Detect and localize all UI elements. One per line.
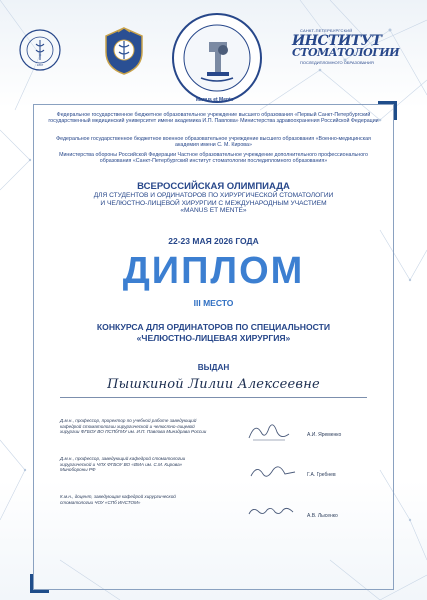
olympiad-subtitle-1: ДЛЯ СТУДЕНТОВ И ОРДИНАТОРОВ ПО ХИРУРГИЧЕСКОЙ СТОМАТОЛОГИИ (93, 192, 334, 199)
signatory-name: Г.А. Гребнев (307, 472, 336, 478)
signatory-description: Д.м.н., профессор, проректор по учебной работе заведующий кафедрой стоматологии хирургической и челюстно-лицевой хирургии ФГБОУ ВО ПСПбГМУ им. И.П. Павлова Минздрава России (60, 418, 207, 435)
svg-text:1897: 1897 (36, 63, 44, 67)
olympiad-subtitle-3: «MANUS ET MENTE» (180, 207, 247, 215)
contest-line-2: «ЧЕЛЮСТНО-ЛИЦЕВАЯ ХИРУРГИЯ» (136, 332, 291, 343)
recipient-name: Пышкиной Лилии Алексеевне (107, 377, 320, 392)
military-academy-shield-logo (102, 26, 146, 76)
signatory-row (60, 494, 380, 536)
signatory-name: А.И. Яременко (307, 432, 342, 438)
olympiad-heading (44, 181, 383, 215)
institution-text-1: Федеральное государственное бюджетное образовательное учреждение высшего образования «Первый Санкт-Петербургский государственный медицинский университет имени академика И.П. Павлова» Министерства здравоохранения Российской Федерации (48, 112, 379, 125)
olympiad-emblem-logo (171, 12, 263, 104)
olympiad-subtitle-2: И ЧЕЛЮСТНО-ЛИЦЕВОЙ ХИРУРГИИ С МЕЖДУНАРОДНЫМ УЧАСТИЕМ (100, 199, 327, 207)
signatory-description: К.м.н., доцент, заведующая кафедрой хирургической стоматологии ЧОУ «СПб ИНСТОМ» (60, 494, 176, 505)
emblem-caption: Manus et Mente (196, 97, 234, 103)
institution-text-3: Министерства обороны Российской Федерации Частное образовательное учреждение дополнительного профессионального образования «Санкт-Петербургский институт стоматологии последипломного образования» (59, 152, 368, 165)
recipient-underline (60, 397, 367, 398)
signature-scribble (245, 458, 301, 484)
institute-logo-word1: ИНСТИТУТ (292, 33, 382, 49)
signatory-name: А.В. Лысенко (307, 513, 338, 519)
contest-line-1: КОНКУРСА ДЛЯ ОРДИНАТОРОВ ПО СПЕЦИАЛЬНОСТИ (96, 322, 331, 332)
contest-description (44, 322, 383, 343)
signatory-description: Д.м.н., профессор, заведующий кафедрой стоматологии хирургической и ЧЛХ ФГБОУ ВО «ВМА им. С.М. Кирова» Минобороны РФ (60, 456, 186, 473)
place-award: III МЕСТО (193, 298, 234, 308)
institute-logo-tag-bottom: ПОСЛЕДИПЛОМНОГО ОБРАЗОВАНИЯ (300, 60, 374, 65)
signature-scribble (245, 498, 301, 524)
university-seal-logo (18, 28, 62, 72)
frame-corner-bottom-left (30, 574, 49, 593)
institute-logo-word2: СТОМАТОЛОГИИ (292, 46, 400, 59)
diploma-title: ДИПЛОМ (122, 250, 305, 292)
olympiad-title: ВСЕРОССИЙСКАЯ ОЛИМПИАДА (137, 181, 290, 192)
signatory-row (60, 418, 380, 460)
signature-scribble (245, 418, 301, 444)
institution-text-2: Федеральное государственное бюджетное военное образовательное учреждение высшего образования «Военно-медицинская академия имени С. М. Кирова» (56, 136, 371, 149)
issued-label: ВЫДАН (197, 363, 230, 372)
event-date: 22-23 МАЯ 2026 ГОДА (168, 236, 259, 246)
institute-logo-tag-top: САНКТ-ПЕТЕРБУРГСКИЙ (300, 28, 353, 33)
signatory-row (60, 456, 380, 498)
